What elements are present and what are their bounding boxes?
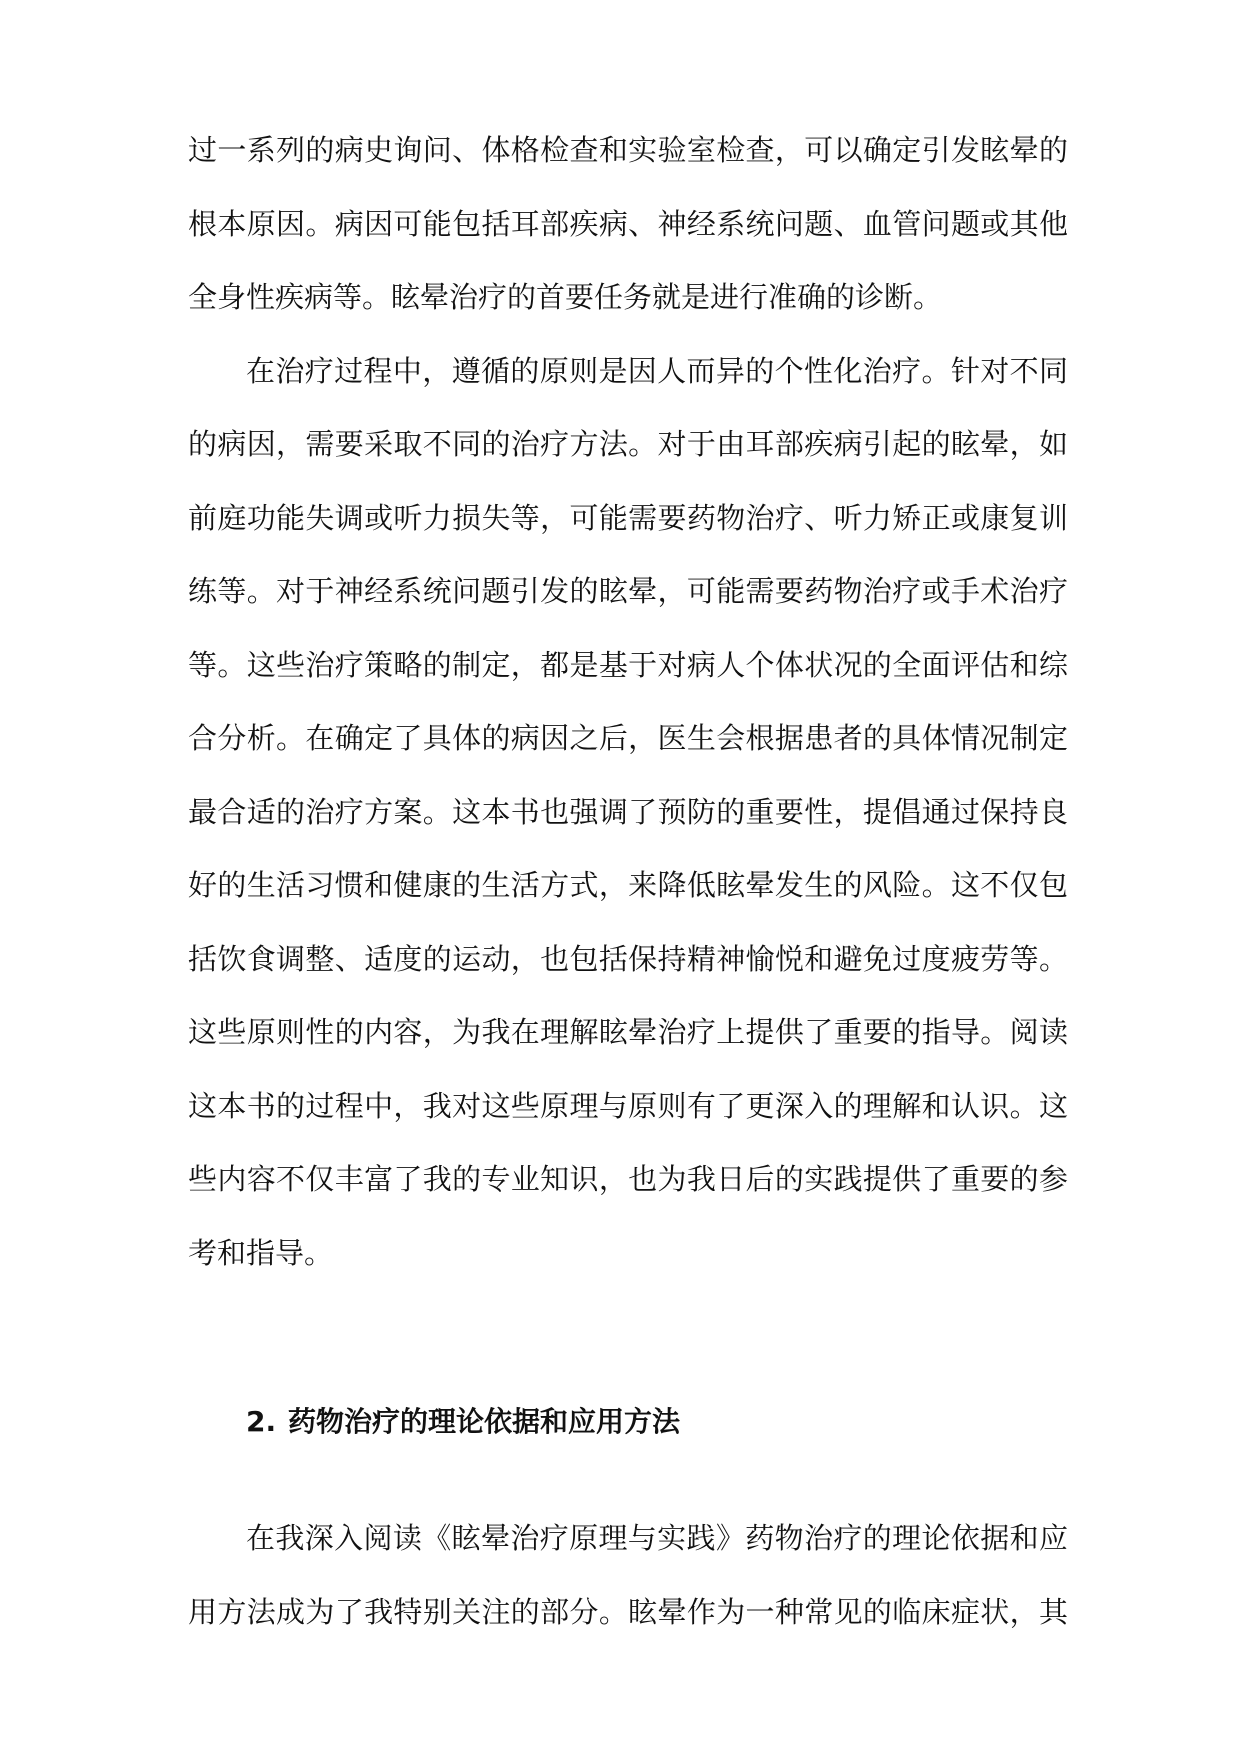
paragraph-1-line-3: 全身性疾病等。眩晕治疗的首要任务就是进行准确的诊断。 [188,280,943,314]
paragraph-3-line-2: 用方法成为了我特别关注的部分。眩晕作为一种常见的临床症状，其 [188,1595,1068,1629]
paragraph-2-line-4: 练等。对于神经系统问题引发的眩晕，可能需要药物治疗或手术治疗 [188,574,1068,608]
paragraph-1-line-2: 根本原因。病因可能包括耳部疾病、神经系统问题、血管问题或其他 [188,207,1068,241]
paragraph-2-line-5: 等。这些治疗策略的制定，都是基于对病人个体状况的全面评估和综 [188,648,1068,682]
paragraph-2-line-7: 最合适的治疗方案。这本书也强调了预防的重要性，提倡通过保持良 [188,795,1068,829]
paragraph-2-line-10: 这些原则性的内容，为我在理解眩晕治疗上提供了重要的指导。阅读 [188,1015,1068,1049]
paragraph-2-line-12: 些内容不仅丰富了我的专业知识，也为我日后的实践提供了重要的参 [188,1162,1068,1196]
section-heading-title: 药物治疗的理论依据和应用方法 [288,1405,681,1438]
paragraph-2-line-9: 括饮食调整、适度的运动，也包括保持精神愉悦和避免过度疲劳等。 [188,942,1068,976]
paragraph-3-line-1: 在我深入阅读《眩晕治疗原理与实践》药物治疗的理论依据和应 [246,1521,1068,1555]
paragraph-2-line-11: 这本书的过程中，我对这些原理与原则有了更深入的理解和认识。这 [188,1089,1068,1123]
paragraph-2-line-1: 在治疗过程中，遵循的原则是因人而异的个性化治疗。针对不同 [246,354,1068,388]
paragraph-2-line-13: 考和指导。 [188,1236,334,1270]
paragraph-2-line-8: 好的生活习惯和健康的生活方式，来降低眩晕发生的风险。这不仅包 [188,868,1068,902]
paragraph-2-line-6: 合分析。在确定了具体的病因之后，医生会根据患者的具体情况制定 [188,721,1068,755]
paragraph-1-line-1: 过一系列的病史询问、体格检查和实验室检查，可以确定引发眩晕的 [188,133,1068,167]
section-heading [246,1398,680,1446]
section-heading-number: 2. [246,1405,277,1438]
paragraph-2-line-3: 前庭功能失调或听力损失等，可能需要药物治疗、听力矫正或康复训 [188,501,1068,535]
paragraph-2-line-2: 的病因，需要采取不同的治疗方法。对于由耳部疾病引起的眩晕，如 [188,427,1068,461]
